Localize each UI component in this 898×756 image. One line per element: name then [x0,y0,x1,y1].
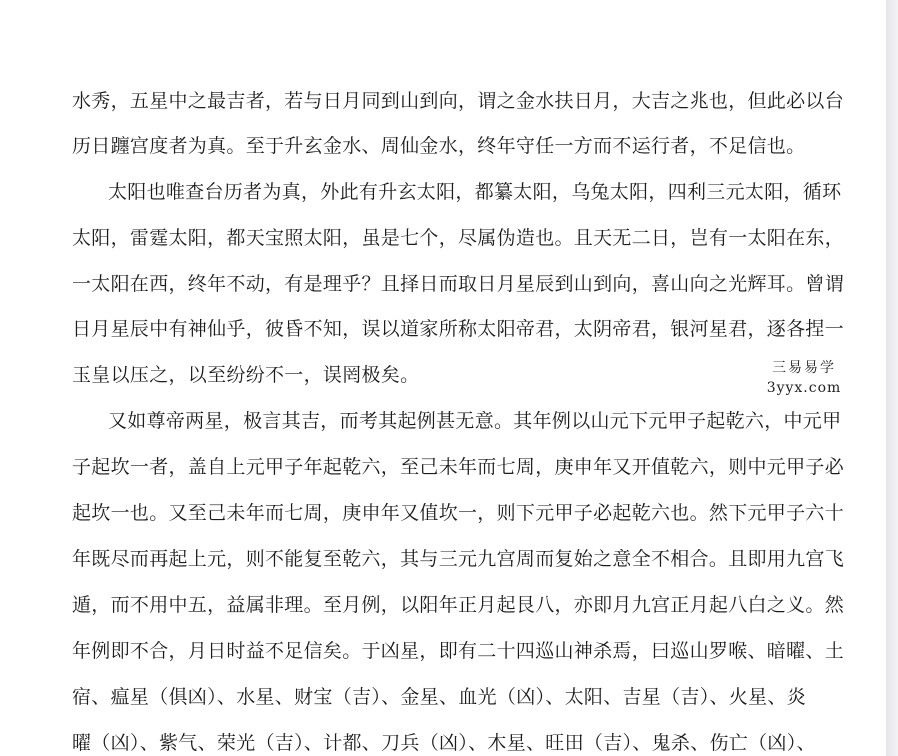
text-line: 起坎一也。又至己未年而七周，庚申年又值坎一，则下元甲子必起乾六也。然下元甲子六十 [72,502,845,524]
text-line: 子起坎一者，盖自上元甲子年起乾六，至己未年而七周，庚申年又开值乾六，则中元甲子必 [72,456,845,478]
text-line: 遁，而不用中五，益属非理。至月例，以阳年正月起艮八，亦即月九宫正月起八白之义。然 [72,594,845,616]
text-line: 太阳，雷霆太阳，都天宝照太阳，虽是七个，尽属伪造也。且天无二日，岂有一太阳在东， [72,227,845,249]
text-line: 日月星辰中有神仙乎，彼昏不知，误以道家所称太阳帝君，太阴帝君，银河星君，逐各捏一 [72,318,845,340]
text-line: 历日躔宫度者为真。至于升玄金水、周仙金水，终年守任一方而不运行者，不足信也。 [72,135,806,157]
text-line: 曜（凶）、紫气、荣光（吉）、计都、刀兵（凶）、木星、旺田（吉）、鬼杀、伤亡（凶）、 [72,732,816,754]
text-line: 宿、瘟星（俱凶）、水星、财宝（吉）、金星、血光（凶）、太阳、吉星（吉）、火星、炎 [72,686,807,708]
text-line: 又如尊帝两星，极言其吉，而考其起例甚无意。其年例以山元下元甲子起乾六，中元甲 [108,410,842,432]
watermark-domain: 3yyx.com [766,380,842,396]
text-line: 年例即不合，月日时益不足信矣。于凶星，即有二十四巡山神杀焉，曰巡山罗喉、暗曜、土 [72,640,845,662]
watermark-name: 三易易学 [772,360,836,376]
text-line: 年既尽而再起上元，则不能复至乾六，其与三元九宫周而复始之意全不相合。且即用九宫飞 [72,548,845,570]
text-line: 一太阳在西，终年不动，有是理乎？且择日而取日月星辰到山到向，喜山向之光辉耳。曾谓 [72,273,845,295]
watermark [722,352,886,406]
text-line: 水秀，五星中之最吉者，若与日月同到山到向，谓之金水扶日月，大吉之兆也，但此必以台 [72,90,845,112]
page-edge [886,0,898,756]
text-line: 玉皇以压之，以至纷纷不一，误罔极矣。 [72,364,420,386]
text-line: 太阳也唯查台历者为真，外此有升玄太阳，都纂太阳，乌兔太阳，四利三元太阳，循环 [108,181,842,203]
